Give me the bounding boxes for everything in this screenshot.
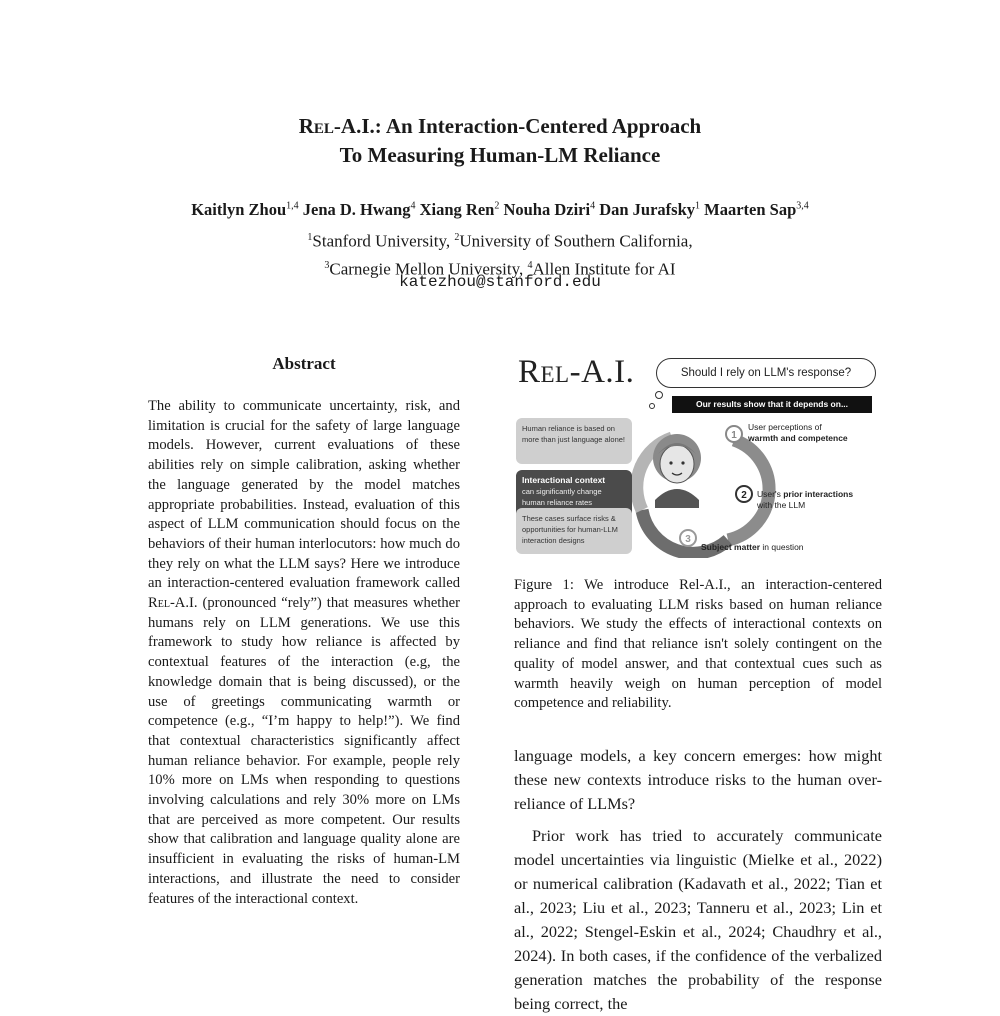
factor-3-label: Subject matter in question xyxy=(701,542,804,552)
author-email: katezhou@stanford.edu xyxy=(399,273,601,291)
factor-1-label: User perceptions of warmth and competence xyxy=(748,422,848,443)
figure-box-risks: These cases surface risks & opportunities for human-LLM interaction designs xyxy=(516,508,632,554)
factor-3-number: 3 xyxy=(685,534,691,545)
figure-box-reliance: Human reliance is based on more than just language alone! xyxy=(516,418,632,464)
figure-box-context: Interactional context can significantly change human reliance rates xyxy=(516,470,632,524)
author: Kaitlyn Zhou$^{1,4}$ xyxy=(191,200,299,219)
title-framework-name: Rel-A.I. xyxy=(298,114,375,138)
person-icon xyxy=(653,434,701,508)
title-line-2: To Measuring Human-LM Reliance xyxy=(339,143,661,167)
author: Maarten Sap$^{3,4}$ xyxy=(704,200,809,219)
framework-name: Rel-A.I. xyxy=(148,595,198,612)
figure-logo: Rel-A.I. xyxy=(518,354,635,390)
paper-title xyxy=(0,112,1000,170)
paragraph: Prior work has tried to accurately communicate model uncertainties via linguistic (Mielke et al., 2022) or numerical calibration (Kadavath et al., 2022; Tian et al., 2023; Liu et al., 2023; Tanneru et al., 2023; Lin et al., 2022; Stengel-Eskin et al., 2024; Chaudhry et al., 2024). In both cases, if the confidence of the verbalized generation matches the probability of the response being correct, the xyxy=(514,826,882,1013)
abstract-heading: Abstract xyxy=(272,354,336,373)
factor-2-number: 2 xyxy=(741,490,747,501)
author: Jena D. Hwang$^4$ xyxy=(302,200,416,219)
results-banner: Our results show that it depends on... xyxy=(672,396,872,413)
question-bubble: Should I rely on LLM's response? xyxy=(656,358,876,388)
body-text xyxy=(514,744,882,1016)
paragraph: language models, a key concern emerges: how might these new contexts introduce risks to the human over-reliance of LLMs? xyxy=(514,746,882,813)
abstract-text: The ability to communicate uncertainty, risk, and limitation is crucial for the safety of large language models. However, current evaluations of these abilities rely on simple calibration, asking whether the language generated by the model matches appropriate probabilities. Instead, evaluation of this aspect of LLM communication should focus on the behaviors of their human interlocutors: how much do they rely on what the LLM says? Here we introduce an interaction-centered evaluation framework called Rel-A.I. (pronounced “rely”) that measures whether humans rely on LLM generations. We use this framework to study how reliance is affected by contextual features of the interaction (e.g, the knowledge domain that is being discussed), or the use of greetings communicating warmth or competence (e.g., “I’m happy to help!”). We find that contextual characteristics significantly affect human reliance behavior. For example, people rely 10% more on LMs when responding to questions involving calculations and rely 30% more on LMs that are perceived as more competent. Our results show that calibration and language quality alone are insufficient in evaluating the risks of human-LM interactions, and illustrate the need to consider features of the interactional context. xyxy=(148,398,460,907)
figure-1 xyxy=(512,350,882,558)
figure-caption: Figure 1: We introduce Rel-A.I., an interaction-centered approach to evaluating LLM risks based on human reliance behaviors. We study the effects of interactional contexts on reliance and find that reliance isn't solely contingent on the quality of model answer, and that contextual cues such as warmth heavily weigh on human perception of model competence and reliability. xyxy=(514,577,882,712)
thought-dot xyxy=(655,391,663,399)
affiliations: $^1$Stanford University, $^2$University of Southern California, $^3$Carnegie Mellon University, $^4$Allen Institute for AI xyxy=(307,231,693,279)
thought-dot xyxy=(649,403,655,409)
title-line-1 xyxy=(0,112,1000,141)
title-line-1-rest: : An Interaction-Centered Approach xyxy=(374,114,702,138)
factor-2-label: User's prior interactions with the LLM xyxy=(757,489,854,510)
factor-1-number: 1 xyxy=(731,430,737,441)
author: Dan Jurafsky$^1$ xyxy=(599,200,701,219)
author-list xyxy=(0,200,1000,220)
author: Xiang Ren$^2$ xyxy=(419,200,500,219)
author: Nouha Dziri$^4$ xyxy=(503,200,596,219)
